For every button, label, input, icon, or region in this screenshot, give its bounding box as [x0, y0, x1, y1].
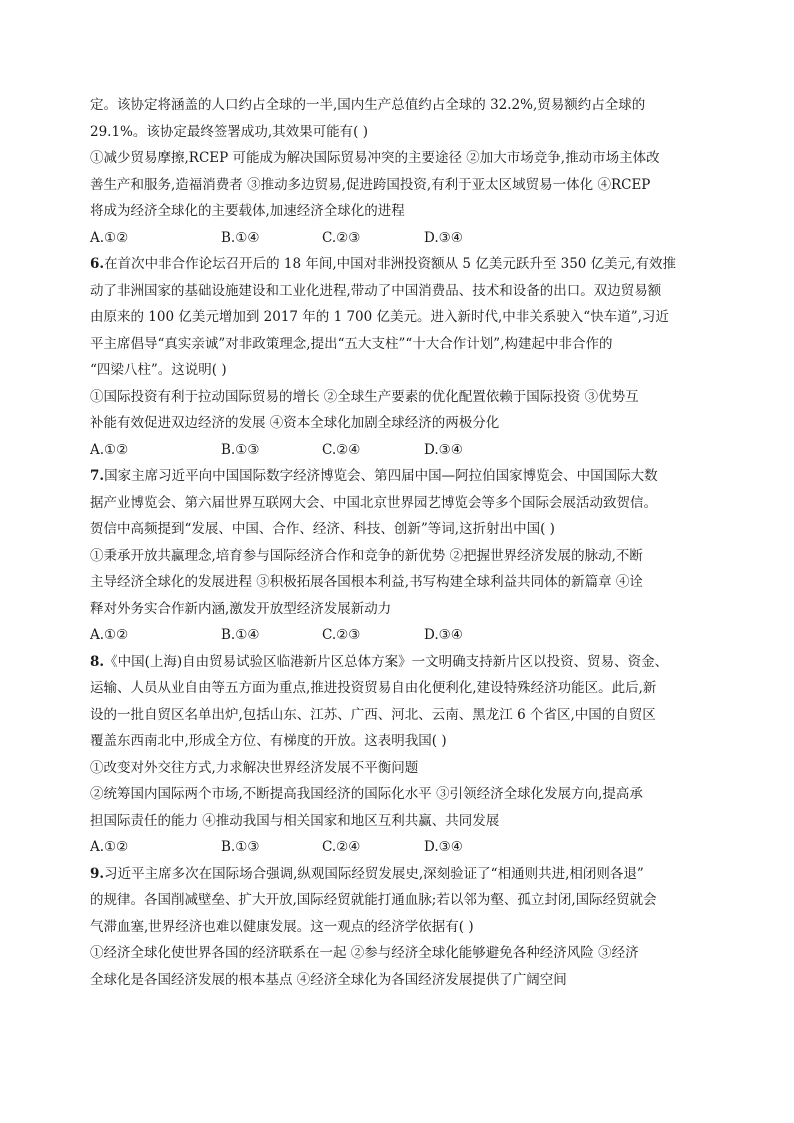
option-c[interactable]: C.②④: [322, 839, 361, 855]
question-9: [90, 861, 710, 994]
option-d[interactable]: D.③④: [424, 229, 463, 246]
choice-line: 释对外务实合作新内涵,激发开放型经济发展新动力: [90, 600, 392, 617]
option-d[interactable]: D.③④: [424, 627, 463, 643]
answer-options: [90, 437, 710, 464]
question-stem-line: 平主席倡导“真实亲诚”对非政策理念,提出“五大支柱”“十大合作计划”,构建起中非合作的: [90, 335, 613, 352]
choice-line: 将成为经济全球化的主要载体,加速经济全球化的进程: [90, 203, 405, 219]
question-5: [90, 92, 710, 251]
choice-line: ①秉承开放共赢理念,培育参与国际经济合作和竞争的新优势 ②把握世界经济发展的脉动,不断: [90, 547, 643, 564]
question-stem-line: 据产业博览会、第六届世界互联网大会、中国北京世界园艺博览会等多个国际会展活动致贺信。: [90, 494, 657, 511]
option-c[interactable]: C.②④: [322, 441, 361, 458]
option-d[interactable]: D.③④: [424, 441, 463, 458]
question-stem-line: 29.1%。该协定最终签署成功,其效果可能有( ): [90, 123, 369, 140]
question-stem-line: 《中国(上海)自由贸易试验区临港新片区总体方案》一文明确支持新片区以投资、贸易、资金、: [104, 653, 669, 670]
choice-line: 全球化是各国经济发展的根本基点 ④经济全球化为各国经济发展提供了广阔空间: [90, 971, 567, 988]
question-stem-line: 国家主席习近平向中国国际数字经济博览会、第四届中国—阿拉伯国家博览会、中国国际大数: [104, 468, 658, 484]
choice-line: 主导经济全球化的发展进程 ③积极拓展各国根本利益,书写构建全球利益共同体的新篇章 ④诠: [90, 574, 643, 590]
option-d[interactable]: D.③④: [424, 839, 463, 855]
choice-line: ①国际投资有利于拉动国际贸易的增长 ②全球生产要素的优化配置依赖于国际投资 ③优势互: [90, 388, 639, 405]
choice-line: ①减少贸易摩擦,RCEP 可能成为解决国际贸易冲突的主要途径 ②加大市场竞争,推动市场主体改: [90, 150, 660, 166]
answer-options: [90, 225, 710, 252]
question-7: [90, 463, 710, 649]
question-number: 9.: [90, 865, 105, 882]
option-b[interactable]: B.①③: [221, 839, 260, 855]
answer-options: [90, 622, 710, 649]
question-stem-line: 在首次中非合作论坛召开后的 18 年间,中国对非洲投资额从 5 亿美元跃升至 350 亿美元,有效推: [104, 256, 676, 272]
question-stem-line: 覆盖东西南北中,形成全方位、有梯度的开放。这表明我国( ): [90, 733, 447, 749]
option-a[interactable]: A.①②: [90, 229, 129, 246]
choice-line: ②统筹国内国际两个市场,不断提高我国经济的国际化水平 ③引领经济全球化发展方向,提高承: [90, 786, 643, 802]
question-stem-line: 的规律。各国削减壁垒、扩大开放,国际经贸就能打通血脉;若以邻为壑、孤立封闭,国际经贸就会: [90, 892, 657, 908]
question-number: 8.: [90, 653, 105, 670]
question-stem-line: 运输、人员从业自由等五方面为重点,推进投资贸易自由化便利化,建设特殊经济功能区。此后,新: [90, 680, 657, 696]
choice-line: ①经济全球化使世界各国的经济联系在一起 ②参与经济全球化能够避免各种经济风险 ③经济: [90, 945, 639, 961]
choice-line: 担国际责任的能力 ④推动我国与相关国家和地区互利共赢、共同发展: [90, 812, 500, 829]
question-stem-line: 习近平主席多次在国际场合强调,纵观国际经贸发展史,深刻验证了“相通则共进,相闭则各退”: [104, 865, 644, 882]
question-number: 7.: [90, 468, 105, 484]
question-stem-line: 气滞血塞,世界经济也难以健康发展。这一观点的经济学依据有( ): [90, 918, 474, 935]
question-stem-line: 设的一批自贸区名单出炉,包括山东、江苏、广西、河北、云南、黑龙江 6 个省区,中国的自贸区: [90, 706, 656, 723]
question-6: [90, 251, 710, 463]
answer-options: [90, 834, 710, 861]
option-a[interactable]: A.①②: [90, 627, 129, 643]
question-8: [90, 649, 710, 861]
option-c[interactable]: C.②③: [322, 627, 361, 643]
question-stem-line: “四梁八柱”。这说明( ): [90, 362, 227, 378]
question-stem-line: 动了非洲国家的基础设施建设和工业化进程,带动了中国消费品、技术和设备的出口。双边贸易额: [90, 282, 662, 299]
option-b[interactable]: B.①④: [221, 229, 260, 246]
option-b[interactable]: B.①④: [221, 627, 260, 643]
choice-line: ①改变对外交往方式,力求解决世界经济发展不平衡问题: [90, 759, 419, 776]
question-stem-line: 定。该协定将涵盖的人口约占全球的一半,国内生产总值约占全球的 32.2%,贸易额约占全球的: [90, 97, 646, 113]
exam-page: [90, 92, 710, 993]
option-a[interactable]: A.①②: [90, 441, 129, 458]
choice-line: 补能有效促进双边经济的发展 ④资本全球化加剧全球经济的两极分化: [90, 415, 500, 431]
option-c[interactable]: C.②③: [322, 229, 361, 246]
option-a[interactable]: A.①②: [90, 839, 129, 855]
choice-line: 善生产和服务,造福消费者 ③推动多边贸易,促进跨国投资,有利于亚太区域贸易一体化 ④RCEP: [90, 176, 651, 193]
question-number: 6.: [90, 256, 105, 272]
option-b[interactable]: B.①③: [221, 441, 260, 458]
question-stem-line: 贺信中高频提到“发展、中国、合作、经济、科技、创新”等词,这折射出中国( ): [90, 521, 555, 537]
question-stem-line: 由原来的 100 亿美元增加到 2017 年的 1 700 亿美元。进入新时代,中非关系驶入“快车道”,习近: [90, 309, 669, 325]
